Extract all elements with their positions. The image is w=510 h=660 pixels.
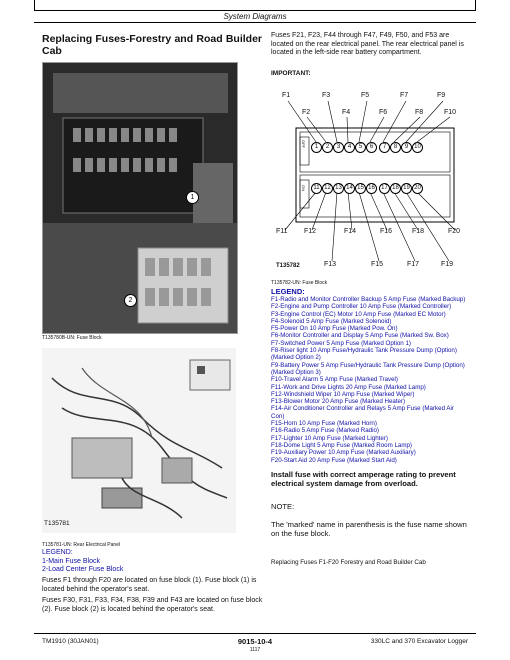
diagram-code: T135782 bbox=[276, 263, 300, 269]
fuse-15: 15 bbox=[355, 183, 366, 194]
fuse-11: 11 bbox=[311, 183, 322, 194]
legend-item: F4-Solenoid 5 Amp Fuse (Marked Solenoid) bbox=[271, 317, 392, 325]
legend-item: F5-Power On 10 Amp Fuse (Marked Pow. On) bbox=[271, 325, 398, 333]
legend-item: F16-Radio 5 Amp Fuse (Marked Radio) bbox=[271, 427, 379, 435]
legend-item: F19-Auxiliary Power 10 Amp Fuse (Marked Auxiliary) bbox=[271, 449, 416, 457]
fuse-label-f18: F18 bbox=[412, 228, 425, 235]
callout-2: 2 bbox=[124, 294, 137, 307]
fuse-label-f6: F6 bbox=[379, 109, 388, 116]
footer-doc-id: TM1910 (30JAN01) bbox=[42, 638, 99, 645]
left-legend-item: 2-Load Center Fuse Block bbox=[42, 566, 124, 573]
fuse-block-photo bbox=[42, 62, 238, 334]
fuse-label-f9: F9 bbox=[437, 92, 446, 99]
fuse-label-f20: F20 bbox=[448, 228, 461, 235]
fuse-label-f2: F2 bbox=[302, 109, 311, 116]
fuse-label-f7: F7 bbox=[400, 92, 409, 99]
footer-page-id: 1117 bbox=[249, 647, 261, 653]
photo2-caption: T135781-UN: Rear Electrical Panel bbox=[42, 542, 121, 548]
fuse-6: 6 bbox=[366, 142, 377, 153]
fuse-2: 2 bbox=[322, 142, 333, 153]
fuse-20: 20 bbox=[412, 183, 423, 194]
footer-product: 330LC and 370 Excavator Logger bbox=[370, 638, 468, 645]
diagram-caption: T135782-UN: Fuse Block bbox=[271, 280, 328, 286]
fuse-label-f19: F19 bbox=[441, 261, 454, 268]
legend-item: F10-Travel Alarm 5 Amp Fuse (Marked Travel) bbox=[271, 376, 398, 384]
legend-item: F15-Horn 10 Amp Fuse (Marked Horn) bbox=[271, 420, 377, 428]
fuse-16: 16 bbox=[366, 183, 377, 194]
fuse-label-f4: F4 bbox=[342, 109, 351, 116]
legend-item: F20-Start Aid 20 Amp Fuse (Marked Start Aid) bbox=[271, 456, 397, 464]
fuse-label-f11: F11 bbox=[276, 228, 288, 235]
fuse-label-f15: F15 bbox=[371, 261, 384, 268]
photo1-caption: T135780B-UN: Fuse Block bbox=[42, 335, 102, 341]
fuse-diagram bbox=[270, 80, 470, 275]
callout-1: 1 bbox=[186, 191, 199, 204]
fuse-19: 19 bbox=[401, 183, 412, 194]
legend-item: F3-Engine Control (EC) Motor 10 Amp Fuse (Marked EC Motor) bbox=[271, 310, 446, 318]
fuse-label-f14: F14 bbox=[344, 228, 357, 235]
legend-item: F12-Windshield Wiper 10 Amp Fuse (Marked Wiper) bbox=[271, 390, 415, 398]
page-heading: Replacing Fuses-Forestry and Road Builder Cab bbox=[42, 33, 262, 57]
legend-item: Con) bbox=[271, 412, 285, 420]
right-legend-title: LEGEND: bbox=[271, 287, 305, 296]
fuse-17: 17 bbox=[379, 183, 390, 194]
fuse-5: 5 bbox=[355, 142, 366, 153]
rear-panel-photo bbox=[42, 348, 236, 533]
footer-reference: Replacing Fuses F1-F20 Forestry and Road Builder Cab bbox=[271, 559, 426, 566]
fuse-label-f12: F12 bbox=[304, 228, 317, 235]
legend-item: F2-Engine and Pump Controller 10 Amp Fuse (Marked Controller) bbox=[271, 303, 452, 311]
margin-line-left bbox=[34, 0, 35, 10]
fuse-label-f10: F10 bbox=[444, 109, 457, 116]
left-paragraph: Fuses F1 through F20 are located on fuse block (1). Fuse block (1) is located behind the operator's seat. bbox=[42, 577, 257, 593]
fuse-18: 18 bbox=[390, 183, 401, 194]
legend-item: F13-Blower Motor 20 Amp Fuse (Marked Heater) bbox=[271, 398, 406, 406]
fuse-7: 7 bbox=[379, 142, 390, 153]
fuse-14: 14 bbox=[344, 183, 355, 194]
legend-item: F6-Monitor Controller and Display 5 Amp Fuse (Marked Sw. Box) bbox=[271, 332, 449, 340]
fuse-label-f8: F8 bbox=[415, 109, 424, 116]
fuse-label-f3: F3 bbox=[322, 92, 331, 99]
intro-paragraph: Fuses F21, F23, F44 through F47, F49, F50, and F53 are located on the rear electrical panel. The rear electrical panel is located in the left-side rear battery compartment. bbox=[271, 32, 464, 57]
fuse-12: 12 bbox=[322, 183, 333, 194]
legend-item: F18-Dome Light 5 Amp Fuse (Marked Room Lamp) bbox=[271, 441, 412, 449]
fuse-label-f5: F5 bbox=[361, 92, 370, 99]
fuse-label-f17: F17 bbox=[407, 261, 420, 268]
header-rule-bottom bbox=[34, 22, 476, 23]
left-paragraph: Fuses F30, F31, F33, F34, F38, F39 and F43 are located on fuse block (2). Fuse block (2) is located behind the operator's seat. bbox=[42, 597, 263, 613]
legend-item: F11-Work and Drive Lights 20 Amp Fuse (Marked Lamp) bbox=[271, 383, 426, 391]
section-title: System Diagrams bbox=[223, 12, 287, 21]
fuse-4: 4 bbox=[344, 142, 355, 153]
legend-item: F9-Battery Power 5 Amp Fuse/Hydraulic Tank Pressure Dump (Option) bbox=[271, 361, 465, 369]
left-legend-item: 1-Main Fuse Block bbox=[42, 558, 100, 565]
legend-item: F14-Air Conditioner Controller and Relays 5 Amp Fuse (Marked Air bbox=[271, 405, 454, 413]
note-text: The 'marked' name in parenthesis is the fuse name shown on the fuse block. bbox=[271, 520, 467, 539]
fuse-8: 8 bbox=[390, 142, 401, 153]
warning-text: Install fuse with correct amperage rating to prevent electrical system damage from overload. bbox=[271, 470, 456, 489]
header-rule-top bbox=[34, 10, 476, 11]
fuse-label-f1: F1 bbox=[282, 92, 291, 99]
fuse-1: 1 bbox=[311, 142, 322, 153]
fuse-13: 13 bbox=[333, 183, 344, 194]
photo2-label: T135781 bbox=[44, 520, 70, 527]
legend-item: F1-Radio and Monitor Controller Backup 5 Amp Fuse (Marked Backup) bbox=[271, 296, 466, 303]
left-legend-title: LEGEND: bbox=[42, 549, 73, 556]
fuse-3: 3 bbox=[333, 142, 344, 153]
legend-item: F7-Switched Power 5 Amp Fuse (Marked Option 1) bbox=[271, 339, 411, 347]
footer-page-number: 9015-10-4 bbox=[237, 637, 273, 646]
fuse-10: 10 bbox=[412, 142, 423, 153]
legend-item: F8-Riser light 10 Amp Fuse/Hydraulic Tank Pressure Dump (Option) bbox=[271, 347, 457, 355]
footer-rule bbox=[34, 633, 476, 634]
legend-item: (Marked Option 2) bbox=[271, 354, 321, 362]
margin-line-right bbox=[475, 0, 476, 10]
right-legend bbox=[271, 287, 471, 464]
fuse-9: 9 bbox=[401, 142, 412, 153]
on-label: ON bbox=[301, 185, 306, 191]
important-label: IMPORTANT: bbox=[271, 70, 311, 77]
legend-item: F17-Lighter 10 Amp Fuse (Marked Lighter) bbox=[271, 434, 388, 442]
off-label: OFF bbox=[301, 140, 306, 148]
note-label: NOTE: bbox=[271, 502, 295, 511]
legend-item: (Marked Option 3) bbox=[271, 368, 321, 376]
fuse-label-f16: F16 bbox=[380, 228, 393, 235]
fuse-label-f13: F13 bbox=[324, 261, 337, 268]
